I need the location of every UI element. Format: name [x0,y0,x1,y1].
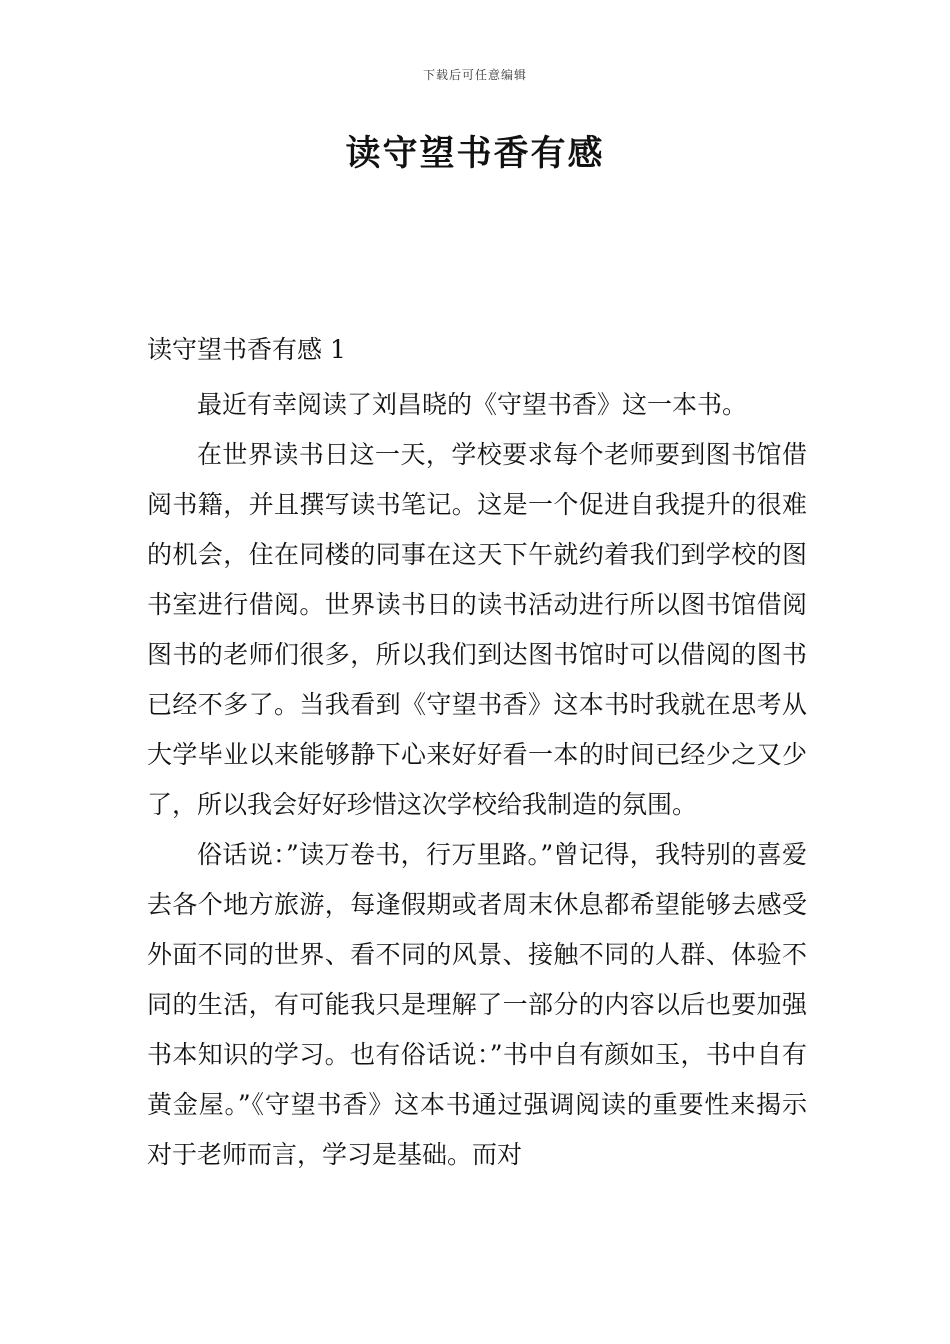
paragraph-3: 俗话说：”读万卷书，行万里路。”曾记得，我特别的喜爱去各个地方旅游，每逢假期或者周末休息都希望能够去感受外面不同的世界、看不同的风景、接触不同的人群、体验不同的生活，有可能我只是理解了一部分的内容以后也要加强书本知识的学习。也有俗话说：”书中自有颜如玉，书中自有黄金屋。”《守望书香》这本书通过强调阅读的重要性来揭示对于老师而言，学习是基础。而对 [147,840,807,1169]
section-heading: 读守望书香有感 1 [147,335,346,364]
paragraph-2: 在世界读书日这一天，学校要求每个老师要到图书馆借阅书籍，并且撰写读书笔记。这是一个促进自我提升的很难的机会，住在同楼的同事在这天下午就约着我们到学校的图书室进行借阅。世界读书日的读书活动进行所以图书馆借阅图书的老师们很多，所以我们到达图书馆时可以借阅的图书已经不多了。当我看到《守望书香》这本书时我就在思考从大学毕业以来能够静下心来好好看一本的时间已经少之又少了，所以我会好好珍惜这次学校给我制造的氛围。 [147,440,807,819]
header-note: 下载后可任意编辑 [422,68,527,82]
paragraph-1: 最近有幸阅读了刘昌晓的《守望书香》这一本书。 [197,390,748,419]
document-title: 读守望书香有感 [345,134,605,174]
document-body [147,330,807,1180]
